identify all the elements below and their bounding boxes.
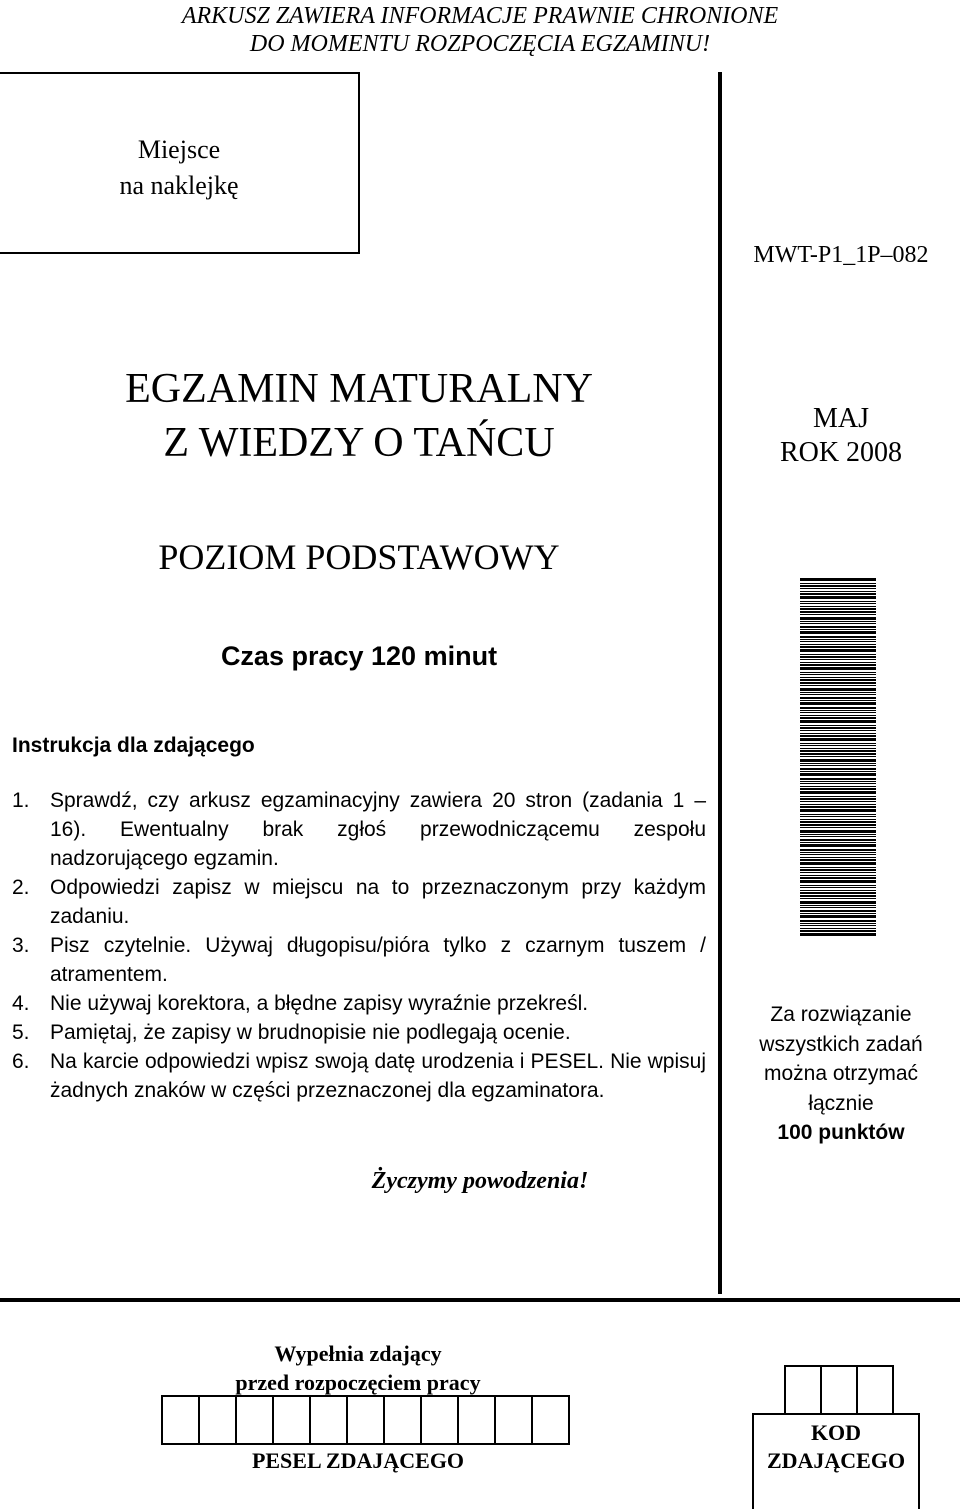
barcode-bar	[800, 682, 876, 684]
barcode-bar	[800, 862, 876, 865]
instruction-text: Na karcie odpowiedzi wpisz swoją datę urodzenia i PESEL. Nie wpisuj żadnych znaków w części przeznaczonej dla egzaminatora.	[50, 1050, 706, 1102]
barcode-bar	[800, 788, 876, 790]
barcode-bar	[800, 583, 876, 584]
barcode-bar	[800, 819, 876, 820]
barcode-bar	[800, 623, 876, 624]
barcode-bar	[800, 880, 876, 883]
barcode-bar	[800, 743, 876, 744]
barcode-bar	[800, 854, 876, 855]
barcode-bar	[800, 920, 876, 922]
barcode-bar	[800, 898, 876, 899]
barcode-bar	[800, 667, 876, 670]
barcode-bar	[800, 753, 876, 755]
barcode-bar	[800, 611, 876, 613]
barcode-bar	[800, 763, 876, 764]
barcode-bar	[800, 844, 876, 847]
pesel-boxes	[161, 1395, 570, 1445]
barcode-bar	[800, 890, 876, 891]
barcode-bar	[800, 892, 876, 894]
session-month: MAJ	[812, 403, 869, 434]
barcode-bar	[800, 791, 876, 794]
instruction-text: Pisz czytelnie. Używaj długopisu/pióra tylko z czarnym tuszem / atramentem.	[50, 934, 706, 986]
barcode-bar	[800, 798, 876, 800]
instruction-item	[12, 1018, 706, 1047]
instruction-item	[12, 873, 706, 931]
instructions-heading: Instrukcja dla zdającego	[12, 734, 255, 757]
barcode-bar	[800, 925, 876, 926]
barcode-bar	[800, 697, 876, 699]
barcode-bar	[800, 679, 876, 681]
barcode-bar	[800, 783, 876, 784]
barcode-bar	[800, 626, 876, 628]
kod-label-line1: KOD	[810, 1420, 862, 1445]
pesel-digit-box[interactable]	[200, 1395, 237, 1445]
points-line2: wszystkich zadań	[759, 1032, 923, 1056]
barcode-bar	[800, 836, 876, 837]
pesel-digit-box[interactable]	[459, 1395, 496, 1445]
barcode-bar	[800, 877, 876, 879]
barcode-bar	[800, 614, 876, 615]
barcode-bar	[800, 928, 876, 929]
instruction-item	[12, 786, 706, 873]
barcode-bar	[800, 596, 876, 599]
barcode-bar	[800, 933, 876, 936]
barcode-bar	[800, 801, 876, 802]
barcode-bar	[800, 662, 876, 663]
instruction-number: 2.	[12, 876, 30, 899]
points-line4: łącznie	[808, 1091, 874, 1115]
instruction-item	[12, 931, 706, 989]
barcode-bar	[800, 725, 876, 726]
barcode-bar	[800, 730, 876, 731]
barcode-bar	[800, 659, 876, 660]
barcode-bar	[800, 824, 876, 826]
kod-digit-box[interactable]	[858, 1365, 894, 1415]
fill-label-line2: przed rozpoczęciem pracy	[235, 1370, 481, 1395]
barcode-bar	[800, 636, 876, 638]
barcode-bar	[800, 771, 876, 772]
barcode-bar	[800, 834, 876, 835]
barcode-bar	[800, 849, 876, 851]
points-info	[722, 1000, 960, 1148]
barcode-bar	[800, 796, 876, 797]
exam-title-line1: EGZAMIN MATURALNY	[125, 366, 593, 412]
pesel-digit-box[interactable]	[237, 1395, 274, 1445]
barcode-bar	[800, 664, 876, 666]
barcode-bar	[800, 685, 876, 686]
horizontal-divider	[0, 1298, 960, 1302]
kod-label-line2: ZDAJĄCEGO	[766, 1448, 906, 1473]
barcode-bar	[800, 857, 876, 858]
instruction-number: 1.	[12, 789, 30, 812]
barcode-bar	[800, 804, 876, 805]
sticker-label-line2: na naklejkę	[119, 171, 239, 200]
instruction-number: 4.	[12, 992, 30, 1015]
good-luck-message: Życzymy powodzenia!	[371, 1168, 589, 1194]
barcode-bar	[800, 646, 876, 648]
points-line3: można otrzymać	[763, 1062, 919, 1085]
exam-time: Czas pracy 120 minut	[220, 641, 498, 671]
fill-label-line1: Wypełnia zdający	[274, 1341, 442, 1366]
kod-digit-box[interactable]	[786, 1365, 822, 1415]
pesel-digit-box[interactable]	[385, 1395, 422, 1445]
barcode-bar	[800, 707, 876, 709]
barcode-bar	[800, 867, 876, 868]
barcode-bar	[800, 821, 876, 823]
barcode-bar	[800, 606, 876, 607]
barcode-bar	[800, 842, 876, 843]
barcode-bar	[800, 913, 876, 914]
barcode-bar	[800, 809, 876, 812]
instruction-text: Sprawdź, czy arkusz egzaminacyjny zawiera 20 stron (zadania 1 – 16). Ewentualny brak zgłoś przewodniczącemu zespołu nadzorującego egzamin.	[50, 789, 706, 870]
instruction-item	[12, 989, 706, 1018]
barcode-bar	[800, 885, 876, 886]
pesel-digit-box[interactable]	[163, 1395, 200, 1445]
barcode-bar	[800, 872, 876, 873]
exam-session	[722, 402, 960, 470]
kod-label	[754, 1419, 918, 1475]
instruction-number: 6.	[12, 1050, 30, 1073]
barcode-bar	[800, 910, 876, 912]
barcode-bar	[800, 907, 876, 908]
barcode-bar	[800, 694, 876, 695]
exam-code: MWT-P1_1P–082	[753, 242, 929, 268]
kod-label-box	[752, 1413, 920, 1509]
barcode-bar	[800, 750, 876, 752]
instruction-number: 3.	[12, 934, 30, 957]
barcode-bar	[800, 765, 876, 766]
barcode-bar	[800, 923, 876, 924]
exam-title	[0, 362, 718, 470]
barcode-bar	[800, 830, 876, 833]
barcode-bar	[800, 715, 876, 716]
sticker-label	[0, 132, 358, 204]
barcode-bar	[800, 593, 876, 595]
barcode-bar	[800, 649, 876, 652]
barcode-bar	[800, 700, 876, 701]
barcode-bar	[800, 773, 876, 776]
session-year: ROK 2008	[779, 437, 903, 468]
barcode-bar	[800, 806, 876, 808]
barcode-bar	[800, 710, 876, 711]
barcode-bar	[800, 617, 876, 620]
barcode-bar	[800, 901, 876, 904]
barcode-bar	[800, 591, 876, 592]
barcode-bar	[800, 733, 876, 734]
barcode-bar	[800, 738, 876, 741]
barcode-bar	[800, 778, 876, 780]
barcode-bar	[800, 869, 876, 871]
barcode-bar	[800, 712, 876, 713]
instruction-item	[12, 1047, 706, 1105]
legal-notice-line2: DO MOMENTU ROZPOCZĘCIA EGZAMINU!	[249, 31, 711, 57]
barcode-bar	[800, 639, 876, 640]
points-line1: Za rozwiązanie	[770, 1003, 912, 1026]
exam-title-line2: Z WIEDZY O TAŃCU	[163, 420, 555, 466]
sticker-box	[0, 72, 360, 254]
barcode-bar	[800, 644, 876, 645]
barcode-bar	[800, 677, 876, 678]
barcode-bar	[800, 915, 876, 918]
barcode-bar	[800, 601, 876, 602]
barcode-bar	[800, 621, 876, 622]
pesel-digit-box[interactable]	[422, 1395, 459, 1445]
barcode-bar	[800, 814, 876, 815]
barcode-bar	[800, 768, 876, 770]
barcode-bar	[800, 631, 876, 634]
pesel-digit-box[interactable]	[311, 1395, 348, 1445]
barcode-bar	[800, 654, 876, 655]
instruction-text: Nie używaj korektora, a błędne zapisy wyraźnie przekreśl.	[50, 992, 589, 1015]
barcode-bar	[800, 852, 876, 853]
barcode-bar	[800, 692, 876, 693]
barcode-bar	[800, 727, 876, 729]
barcode-bar	[800, 672, 876, 673]
barcode-bar	[800, 717, 876, 719]
barcode-bar	[800, 930, 876, 932]
barcode-bar	[800, 588, 876, 589]
barcode-bar	[800, 887, 876, 888]
sticker-label-line1: Miejsce	[137, 135, 221, 164]
barcode-bar	[800, 786, 876, 787]
barcode-bar	[800, 608, 876, 610]
barcode-bar	[800, 585, 876, 587]
barcode-bar	[800, 756, 876, 757]
instruction-number: 5.	[12, 1021, 30, 1044]
barcode-bar	[800, 603, 876, 604]
barcode-bar	[800, 745, 876, 746]
legal-notice-line1: ARKUSZ ZAWIERA INFORMACJE PRAWNIE CHRONIONE	[181, 3, 779, 29]
barcode-bar	[800, 839, 876, 841]
barcode-bar	[800, 629, 876, 630]
barcode-bar	[800, 702, 876, 705]
instruction-text: Odpowiedzi zapisz w miejscu na to przeznaczonym przy każdym zadaniu.	[50, 876, 706, 928]
barcode-bar	[800, 641, 876, 642]
barcode-bar	[800, 688, 876, 691]
barcode-bar	[800, 875, 876, 876]
instruction-text: Pamiętaj, że zapisy w brudnopisie nie podlegają ocenie.	[50, 1021, 571, 1044]
instructions-list	[12, 786, 706, 1105]
barcode-bar	[800, 905, 876, 906]
barcode-bar	[800, 859, 876, 861]
fill-by-candidate-label	[160, 1339, 556, 1397]
exam-level: POZIOM PODSTAWOWY	[158, 537, 560, 577]
barcode-bar	[800, 748, 876, 749]
kod-boxes	[784, 1365, 894, 1415]
barcode-image	[800, 578, 876, 938]
pesel-digit-box[interactable]	[533, 1395, 570, 1445]
barcode-bar	[800, 895, 876, 897]
pesel-label: PESEL ZDAJĄCEGO	[251, 1448, 465, 1473]
barcode-bar	[800, 735, 876, 737]
legal-notice	[0, 2, 960, 58]
kod-digit-box[interactable]	[822, 1365, 858, 1415]
barcode-bar	[800, 578, 876, 581]
pesel-digit-box[interactable]	[274, 1395, 311, 1445]
barcode-bar	[800, 656, 876, 658]
barcode-bar	[800, 827, 876, 828]
barcode-bar	[800, 720, 876, 723]
barcode-bar	[800, 781, 876, 782]
barcode-bar	[800, 759, 876, 762]
pesel-digit-box[interactable]	[348, 1395, 385, 1445]
pesel-digit-box[interactable]	[496, 1395, 533, 1445]
barcode-bar	[800, 816, 876, 817]
barcode-bar	[800, 674, 876, 675]
points-total: 100 punktów	[777, 1121, 905, 1144]
